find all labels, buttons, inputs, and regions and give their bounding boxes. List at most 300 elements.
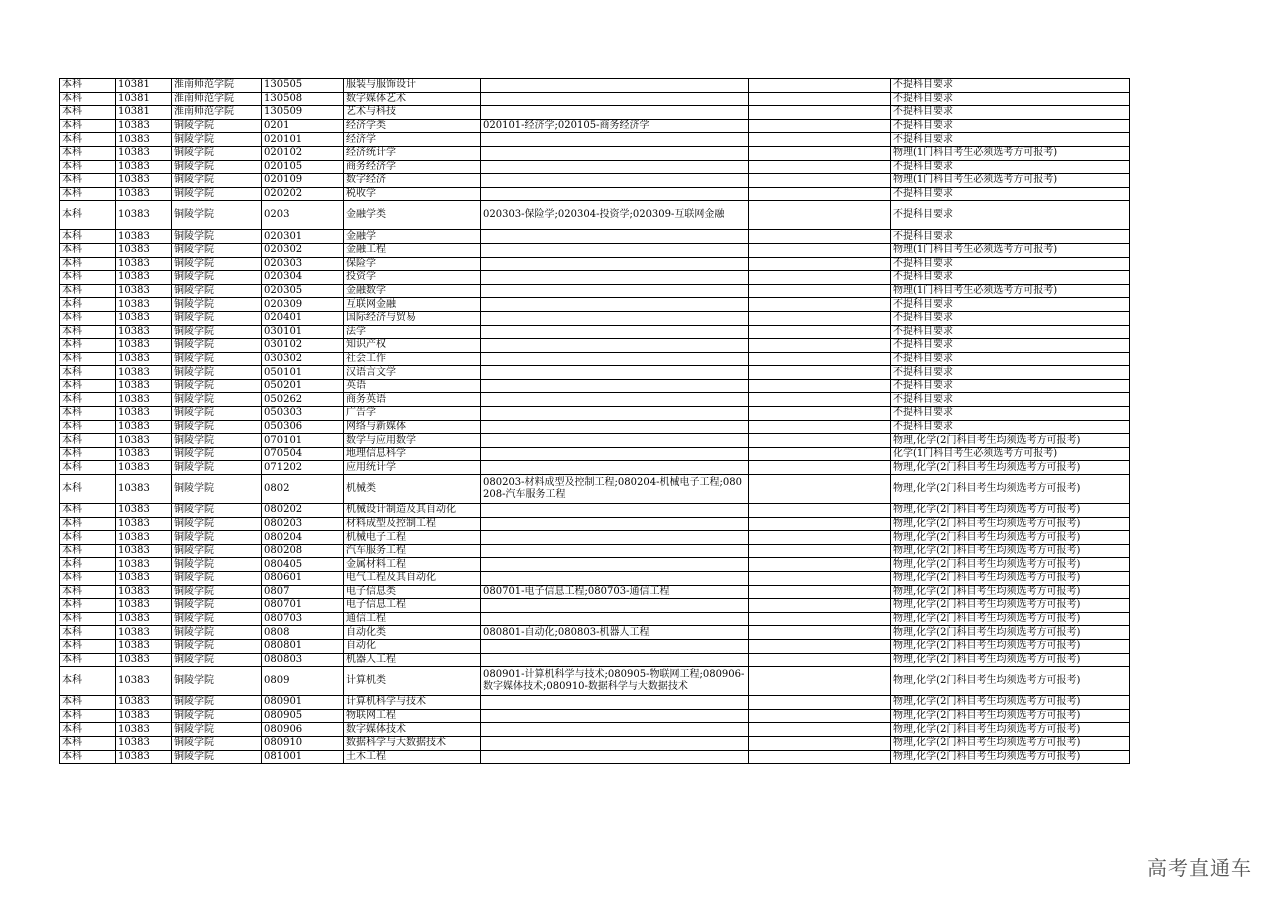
major-code-cell: 020302 (262, 243, 344, 257)
school-name-cell: 铜陵学院 (172, 160, 262, 174)
subject-requirement-cell: 不提科目要求 (891, 325, 1130, 339)
school-code-cell: 10383 (116, 447, 172, 461)
school-code-cell: 10383 (116, 572, 172, 586)
major-code-cell: 020202 (262, 187, 344, 201)
major-name-cell: 计算机类 (344, 667, 481, 696)
notes-cell (749, 174, 891, 188)
subject-requirement-cell: 物理,化学(2门科目考生均须选考方可报考) (891, 723, 1130, 737)
included-majors-cell (481, 339, 749, 353)
major-code-cell: 020401 (262, 311, 344, 325)
table-row (60, 393, 1130, 407)
included-majors-cell (481, 257, 749, 271)
school-name-cell: 铜陵学院 (172, 723, 262, 737)
major-code-cell: 020305 (262, 284, 344, 298)
school-name-cell: 铜陵学院 (172, 475, 262, 504)
table-row (60, 298, 1130, 312)
major-code-cell: 080204 (262, 531, 344, 545)
major-name-cell: 商务经济学 (344, 160, 481, 174)
table-row (60, 146, 1130, 160)
major-name-cell: 电子信息工程 (344, 599, 481, 613)
major-name-cell: 汉语言文学 (344, 366, 481, 380)
table-row (60, 736, 1130, 750)
included-majors-cell (481, 393, 749, 407)
level-cell: 本科 (60, 106, 116, 120)
major-code-cell: 030302 (262, 352, 344, 366)
table-row (60, 119, 1130, 133)
table-row (60, 558, 1130, 572)
school-code-cell: 10383 (116, 461, 172, 475)
subject-requirement-cell: 物理,化学(2门科目考生均须选考方可报考) (891, 572, 1130, 586)
school-code-cell: 10383 (116, 420, 172, 434)
subject-requirement-cell: 物理,化学(2门科目考生均须选考方可报考) (891, 461, 1130, 475)
included-majors-cell (481, 352, 749, 366)
major-code-cell: 081001 (262, 750, 344, 764)
table-row (60, 517, 1130, 531)
level-cell: 本科 (60, 187, 116, 201)
notes-cell (749, 461, 891, 475)
major-name-cell: 税收学 (344, 187, 481, 201)
school-code-cell: 10383 (116, 544, 172, 558)
major-code-cell: 0809 (262, 667, 344, 696)
major-code-cell: 050201 (262, 379, 344, 393)
major-code-cell: 020301 (262, 230, 344, 244)
table-row (60, 352, 1130, 366)
level-cell: 本科 (60, 434, 116, 448)
notes-cell (749, 187, 891, 201)
notes-cell (749, 339, 891, 353)
school-name-cell: 淮南师范学院 (172, 92, 262, 106)
major-code-cell: 080703 (262, 612, 344, 626)
included-majors-cell (481, 146, 749, 160)
subject-requirement-cell: 物理,化学(2门科目考生均须选考方可报考) (891, 653, 1130, 667)
major-name-cell: 数据科学与大数据技术 (344, 736, 481, 750)
level-cell: 本科 (60, 79, 116, 93)
table-row (60, 696, 1130, 710)
table-row (60, 325, 1130, 339)
major-name-cell: 机械电子工程 (344, 531, 481, 545)
included-majors-cell (481, 271, 749, 285)
notes-cell (749, 750, 891, 764)
notes-cell (749, 352, 891, 366)
school-name-cell: 铜陵学院 (172, 447, 262, 461)
school-code-cell: 10383 (116, 339, 172, 353)
school-code-cell: 10383 (116, 230, 172, 244)
notes-cell (749, 92, 891, 106)
level-cell: 本科 (60, 572, 116, 586)
school-code-cell: 10383 (116, 612, 172, 626)
level-cell: 本科 (60, 257, 116, 271)
notes-cell (749, 160, 891, 174)
major-code-cell: 080906 (262, 723, 344, 737)
major-name-cell: 自动化类 (344, 626, 481, 640)
major-name-cell: 经济学 (344, 133, 481, 147)
included-majors-cell (481, 696, 749, 710)
included-majors-cell (481, 379, 749, 393)
school-name-cell: 铜陵学院 (172, 187, 262, 201)
notes-cell (749, 420, 891, 434)
major-name-cell: 商务英语 (344, 393, 481, 407)
school-name-cell: 铜陵学院 (172, 558, 262, 572)
notes-cell (749, 639, 891, 653)
table-row (60, 366, 1130, 380)
subject-requirement-cell: 不提科目要求 (891, 133, 1130, 147)
school-name-cell: 铜陵学院 (172, 696, 262, 710)
level-cell: 本科 (60, 585, 116, 599)
major-name-cell: 电子信息类 (344, 585, 481, 599)
major-code-cell: 130508 (262, 92, 344, 106)
subject-requirement-cell: 物理,化学(2门科目考生均须选考方可报考) (891, 544, 1130, 558)
major-name-cell: 社会工作 (344, 352, 481, 366)
school-code-cell: 10383 (116, 558, 172, 572)
school-name-cell: 铜陵学院 (172, 393, 262, 407)
major-name-cell: 土木工程 (344, 750, 481, 764)
major-code-cell: 080901 (262, 696, 344, 710)
notes-cell (749, 434, 891, 448)
notes-cell (749, 696, 891, 710)
school-name-cell: 铜陵学院 (172, 709, 262, 723)
school-code-cell: 10383 (116, 626, 172, 640)
school-name-cell: 铜陵学院 (172, 420, 262, 434)
notes-cell (749, 366, 891, 380)
subject-requirement-cell: 不提科目要求 (891, 257, 1130, 271)
included-majors-cell (481, 434, 749, 448)
major-code-cell: 030101 (262, 325, 344, 339)
school-name-cell: 铜陵学院 (172, 298, 262, 312)
subject-requirement-cell: 物理,化学(2门科目考生均须选考方可报考) (891, 667, 1130, 696)
school-code-cell: 10383 (116, 585, 172, 599)
admission-requirements-table (59, 78, 1130, 764)
table-row (60, 531, 1130, 545)
table-row (60, 271, 1130, 285)
included-majors-cell (481, 187, 749, 201)
table-row (60, 339, 1130, 353)
school-name-cell: 铜陵学院 (172, 544, 262, 558)
included-majors-cell (481, 653, 749, 667)
school-code-cell: 10383 (116, 407, 172, 421)
major-name-cell: 应用统计学 (344, 461, 481, 475)
major-name-cell: 金融学 (344, 230, 481, 244)
major-name-cell: 法学 (344, 325, 481, 339)
major-code-cell: 130505 (262, 79, 344, 93)
school-code-cell: 10383 (116, 146, 172, 160)
included-majors-cell (481, 558, 749, 572)
school-code-cell: 10383 (116, 298, 172, 312)
major-code-cell: 0203 (262, 201, 344, 230)
school-code-cell: 10383 (116, 434, 172, 448)
major-code-cell: 080405 (262, 558, 344, 572)
major-code-cell: 020105 (262, 160, 344, 174)
notes-cell (749, 230, 891, 244)
major-name-cell: 汽车服务工程 (344, 544, 481, 558)
table-row (60, 504, 1130, 518)
notes-cell (749, 311, 891, 325)
table-row (60, 723, 1130, 737)
major-name-cell: 金融学类 (344, 201, 481, 230)
school-code-cell: 10383 (116, 723, 172, 737)
major-name-cell: 电气工程及其自动化 (344, 572, 481, 586)
level-cell: 本科 (60, 379, 116, 393)
major-name-cell: 网络与新媒体 (344, 420, 481, 434)
level-cell: 本科 (60, 531, 116, 545)
subject-requirement-cell: 物理,化学(2门科目考生均须选考方可报考) (891, 626, 1130, 640)
school-name-cell: 铜陵学院 (172, 311, 262, 325)
table-row (60, 79, 1130, 93)
notes-cell (749, 504, 891, 518)
included-majors-cell (481, 572, 749, 586)
school-code-cell: 10383 (116, 271, 172, 285)
major-code-cell: 020101 (262, 133, 344, 147)
major-name-cell: 计算机科学与技术 (344, 696, 481, 710)
level-cell: 本科 (60, 174, 116, 188)
major-code-cell: 030102 (262, 339, 344, 353)
level-cell: 本科 (60, 475, 116, 504)
subject-requirement-cell: 物理,化学(2门科目考生均须选考方可报考) (891, 736, 1130, 750)
major-name-cell: 艺术与科技 (344, 106, 481, 120)
major-name-cell: 金属材料工程 (344, 558, 481, 572)
school-name-cell: 铜陵学院 (172, 201, 262, 230)
school-name-cell: 铜陵学院 (172, 243, 262, 257)
included-majors-cell (481, 531, 749, 545)
included-majors-cell (481, 311, 749, 325)
notes-cell (749, 599, 891, 613)
major-name-cell: 通信工程 (344, 612, 481, 626)
notes-cell (749, 379, 891, 393)
major-code-cell: 0802 (262, 475, 344, 504)
school-code-cell: 10381 (116, 106, 172, 120)
major-name-cell: 材料成型及控制工程 (344, 517, 481, 531)
school-name-cell: 淮南师范学院 (172, 79, 262, 93)
school-name-cell: 铜陵学院 (172, 407, 262, 421)
notes-cell (749, 243, 891, 257)
table-row (60, 407, 1130, 421)
subject-requirement-cell: 不提科目要求 (891, 407, 1130, 421)
school-name-cell: 铜陵学院 (172, 133, 262, 147)
school-code-cell: 10383 (116, 325, 172, 339)
major-name-cell: 金融数学 (344, 284, 481, 298)
school-code-cell: 10383 (116, 352, 172, 366)
school-code-cell: 10383 (116, 160, 172, 174)
school-name-cell: 铜陵学院 (172, 626, 262, 640)
table-row (60, 160, 1130, 174)
included-majors-cell (481, 243, 749, 257)
major-code-cell: 020102 (262, 146, 344, 160)
school-name-cell: 铜陵学院 (172, 750, 262, 764)
subject-requirement-cell: 不提科目要求 (891, 271, 1130, 285)
subject-requirement-cell: 物理,化学(2门科目考生均须选考方可报考) (891, 696, 1130, 710)
table-row (60, 106, 1130, 120)
school-code-cell: 10383 (116, 517, 172, 531)
included-majors-cell (481, 504, 749, 518)
included-majors-cell: 080203-材料成型及控制工程;080204-机械电子工程;080208-汽车服务工程 (481, 475, 749, 504)
notes-cell (749, 407, 891, 421)
notes-cell (749, 79, 891, 93)
notes-cell (749, 667, 891, 696)
table-row (60, 92, 1130, 106)
included-majors-cell: 020101-经济学;020105-商务经济学 (481, 119, 749, 133)
subject-requirement-cell: 物理(1门科目考生必须选考方可报考) (891, 146, 1130, 160)
subject-requirement-cell: 物理,化学(2门科目考生均须选考方可报考) (891, 750, 1130, 764)
school-code-cell: 10383 (116, 257, 172, 271)
included-majors-cell (481, 79, 749, 93)
table-row (60, 750, 1130, 764)
major-code-cell: 020309 (262, 298, 344, 312)
included-majors-cell: 020303-保险学;020304-投资学;020309-互联网金融 (481, 201, 749, 230)
school-code-cell: 10383 (116, 284, 172, 298)
table-row (60, 230, 1130, 244)
school-name-cell: 铜陵学院 (172, 667, 262, 696)
major-name-cell: 投资学 (344, 271, 481, 285)
notes-cell (749, 393, 891, 407)
included-majors-cell (481, 106, 749, 120)
table-row (60, 187, 1130, 201)
notes-cell (749, 271, 891, 285)
notes-cell (749, 201, 891, 230)
school-code-cell: 10383 (116, 750, 172, 764)
table-row (60, 379, 1130, 393)
notes-cell (749, 626, 891, 640)
major-name-cell: 机器人工程 (344, 653, 481, 667)
major-name-cell: 知识产权 (344, 339, 481, 353)
level-cell: 本科 (60, 201, 116, 230)
subject-requirement-cell: 物理,化学(2门科目考生均须选考方可报考) (891, 612, 1130, 626)
table-row (60, 639, 1130, 653)
notes-cell (749, 544, 891, 558)
school-code-cell: 10383 (116, 696, 172, 710)
major-name-cell: 服装与服饰设计 (344, 79, 481, 93)
included-majors-cell (481, 709, 749, 723)
major-name-cell: 物联网工程 (344, 709, 481, 723)
subject-requirement-cell: 物理(1门科目考生必须选考方可报考) (891, 174, 1130, 188)
level-cell: 本科 (60, 736, 116, 750)
major-code-cell: 080801 (262, 639, 344, 653)
included-majors-cell (481, 750, 749, 764)
level-cell: 本科 (60, 366, 116, 380)
school-code-cell: 10383 (116, 393, 172, 407)
school-name-cell: 铜陵学院 (172, 572, 262, 586)
level-cell: 本科 (60, 558, 116, 572)
table-row (60, 133, 1130, 147)
school-name-cell: 铜陵学院 (172, 599, 262, 613)
table-row (60, 311, 1130, 325)
major-code-cell: 070101 (262, 434, 344, 448)
level-cell: 本科 (60, 653, 116, 667)
included-majors-cell (481, 544, 749, 558)
subject-requirement-cell: 物理,化学(2门科目考生均须选考方可报考) (891, 475, 1130, 504)
major-code-cell: 020304 (262, 271, 344, 285)
level-cell: 本科 (60, 709, 116, 723)
major-code-cell: 080910 (262, 736, 344, 750)
table-row (60, 284, 1130, 298)
school-code-cell: 10383 (116, 667, 172, 696)
level-cell: 本科 (60, 750, 116, 764)
major-name-cell: 互联网金融 (344, 298, 481, 312)
school-name-cell: 淮南师范学院 (172, 106, 262, 120)
school-code-cell: 10383 (116, 639, 172, 653)
level-cell: 本科 (60, 325, 116, 339)
table-row (60, 257, 1130, 271)
table-row (60, 420, 1130, 434)
major-code-cell: 080905 (262, 709, 344, 723)
school-code-cell: 10383 (116, 119, 172, 133)
included-majors-cell (481, 461, 749, 475)
watermark-logo: 高考直通车 (1147, 856, 1252, 880)
table-row (60, 544, 1130, 558)
school-code-cell: 10383 (116, 187, 172, 201)
school-code-cell: 10383 (116, 736, 172, 750)
table-row (60, 612, 1130, 626)
table-row (60, 434, 1130, 448)
school-code-cell: 10381 (116, 79, 172, 93)
school-code-cell: 10383 (116, 174, 172, 188)
school-name-cell: 铜陵学院 (172, 352, 262, 366)
included-majors-cell: 080801-自动化;080803-机器人工程 (481, 626, 749, 640)
level-cell: 本科 (60, 407, 116, 421)
notes-cell (749, 531, 891, 545)
included-majors-cell (481, 230, 749, 244)
level-cell: 本科 (60, 639, 116, 653)
school-code-cell: 10383 (116, 133, 172, 147)
major-code-cell: 050101 (262, 366, 344, 380)
table-row (60, 461, 1130, 475)
subject-requirement-cell: 不提科目要求 (891, 393, 1130, 407)
major-name-cell: 机械类 (344, 475, 481, 504)
notes-cell (749, 475, 891, 504)
level-cell: 本科 (60, 339, 116, 353)
level-cell: 本科 (60, 298, 116, 312)
school-name-cell: 铜陵学院 (172, 639, 262, 653)
major-code-cell: 080701 (262, 599, 344, 613)
school-name-cell: 铜陵学院 (172, 653, 262, 667)
school-name-cell: 铜陵学院 (172, 230, 262, 244)
subject-requirement-cell: 不提科目要求 (891, 160, 1130, 174)
school-code-cell: 10383 (116, 311, 172, 325)
school-code-cell: 10383 (116, 201, 172, 230)
school-code-cell: 10381 (116, 92, 172, 106)
included-majors-cell: 080901-计算机科学与技术;080905-物联网工程;080906-数字媒体技术;080910-数据科学与大数据技术 (481, 667, 749, 696)
school-code-cell: 10383 (116, 379, 172, 393)
school-name-cell: 铜陵学院 (172, 257, 262, 271)
level-cell: 本科 (60, 133, 116, 147)
major-name-cell: 经济学类 (344, 119, 481, 133)
table-row (60, 572, 1130, 586)
level-cell: 本科 (60, 696, 116, 710)
level-cell: 本科 (60, 420, 116, 434)
included-majors-cell (481, 723, 749, 737)
major-name-cell: 地理信息科学 (344, 447, 481, 461)
included-majors-cell (481, 407, 749, 421)
notes-cell (749, 723, 891, 737)
subject-requirement-cell: 物理,化学(2门科目考生均须选考方可报考) (891, 434, 1130, 448)
major-code-cell: 130509 (262, 106, 344, 120)
major-name-cell: 数字经济 (344, 174, 481, 188)
level-cell: 本科 (60, 243, 116, 257)
major-code-cell: 080203 (262, 517, 344, 531)
included-majors-cell (481, 639, 749, 653)
level-cell: 本科 (60, 311, 116, 325)
major-code-cell: 070504 (262, 447, 344, 461)
major-code-cell: 050303 (262, 407, 344, 421)
level-cell: 本科 (60, 92, 116, 106)
major-name-cell: 机械设计制造及其自动化 (344, 504, 481, 518)
table-row (60, 709, 1130, 723)
included-majors-cell (481, 612, 749, 626)
included-majors-cell (481, 298, 749, 312)
included-majors-cell (481, 366, 749, 380)
school-name-cell: 铜陵学院 (172, 736, 262, 750)
major-name-cell: 自动化 (344, 639, 481, 653)
school-name-cell: 铜陵学院 (172, 612, 262, 626)
table-row (60, 667, 1130, 696)
